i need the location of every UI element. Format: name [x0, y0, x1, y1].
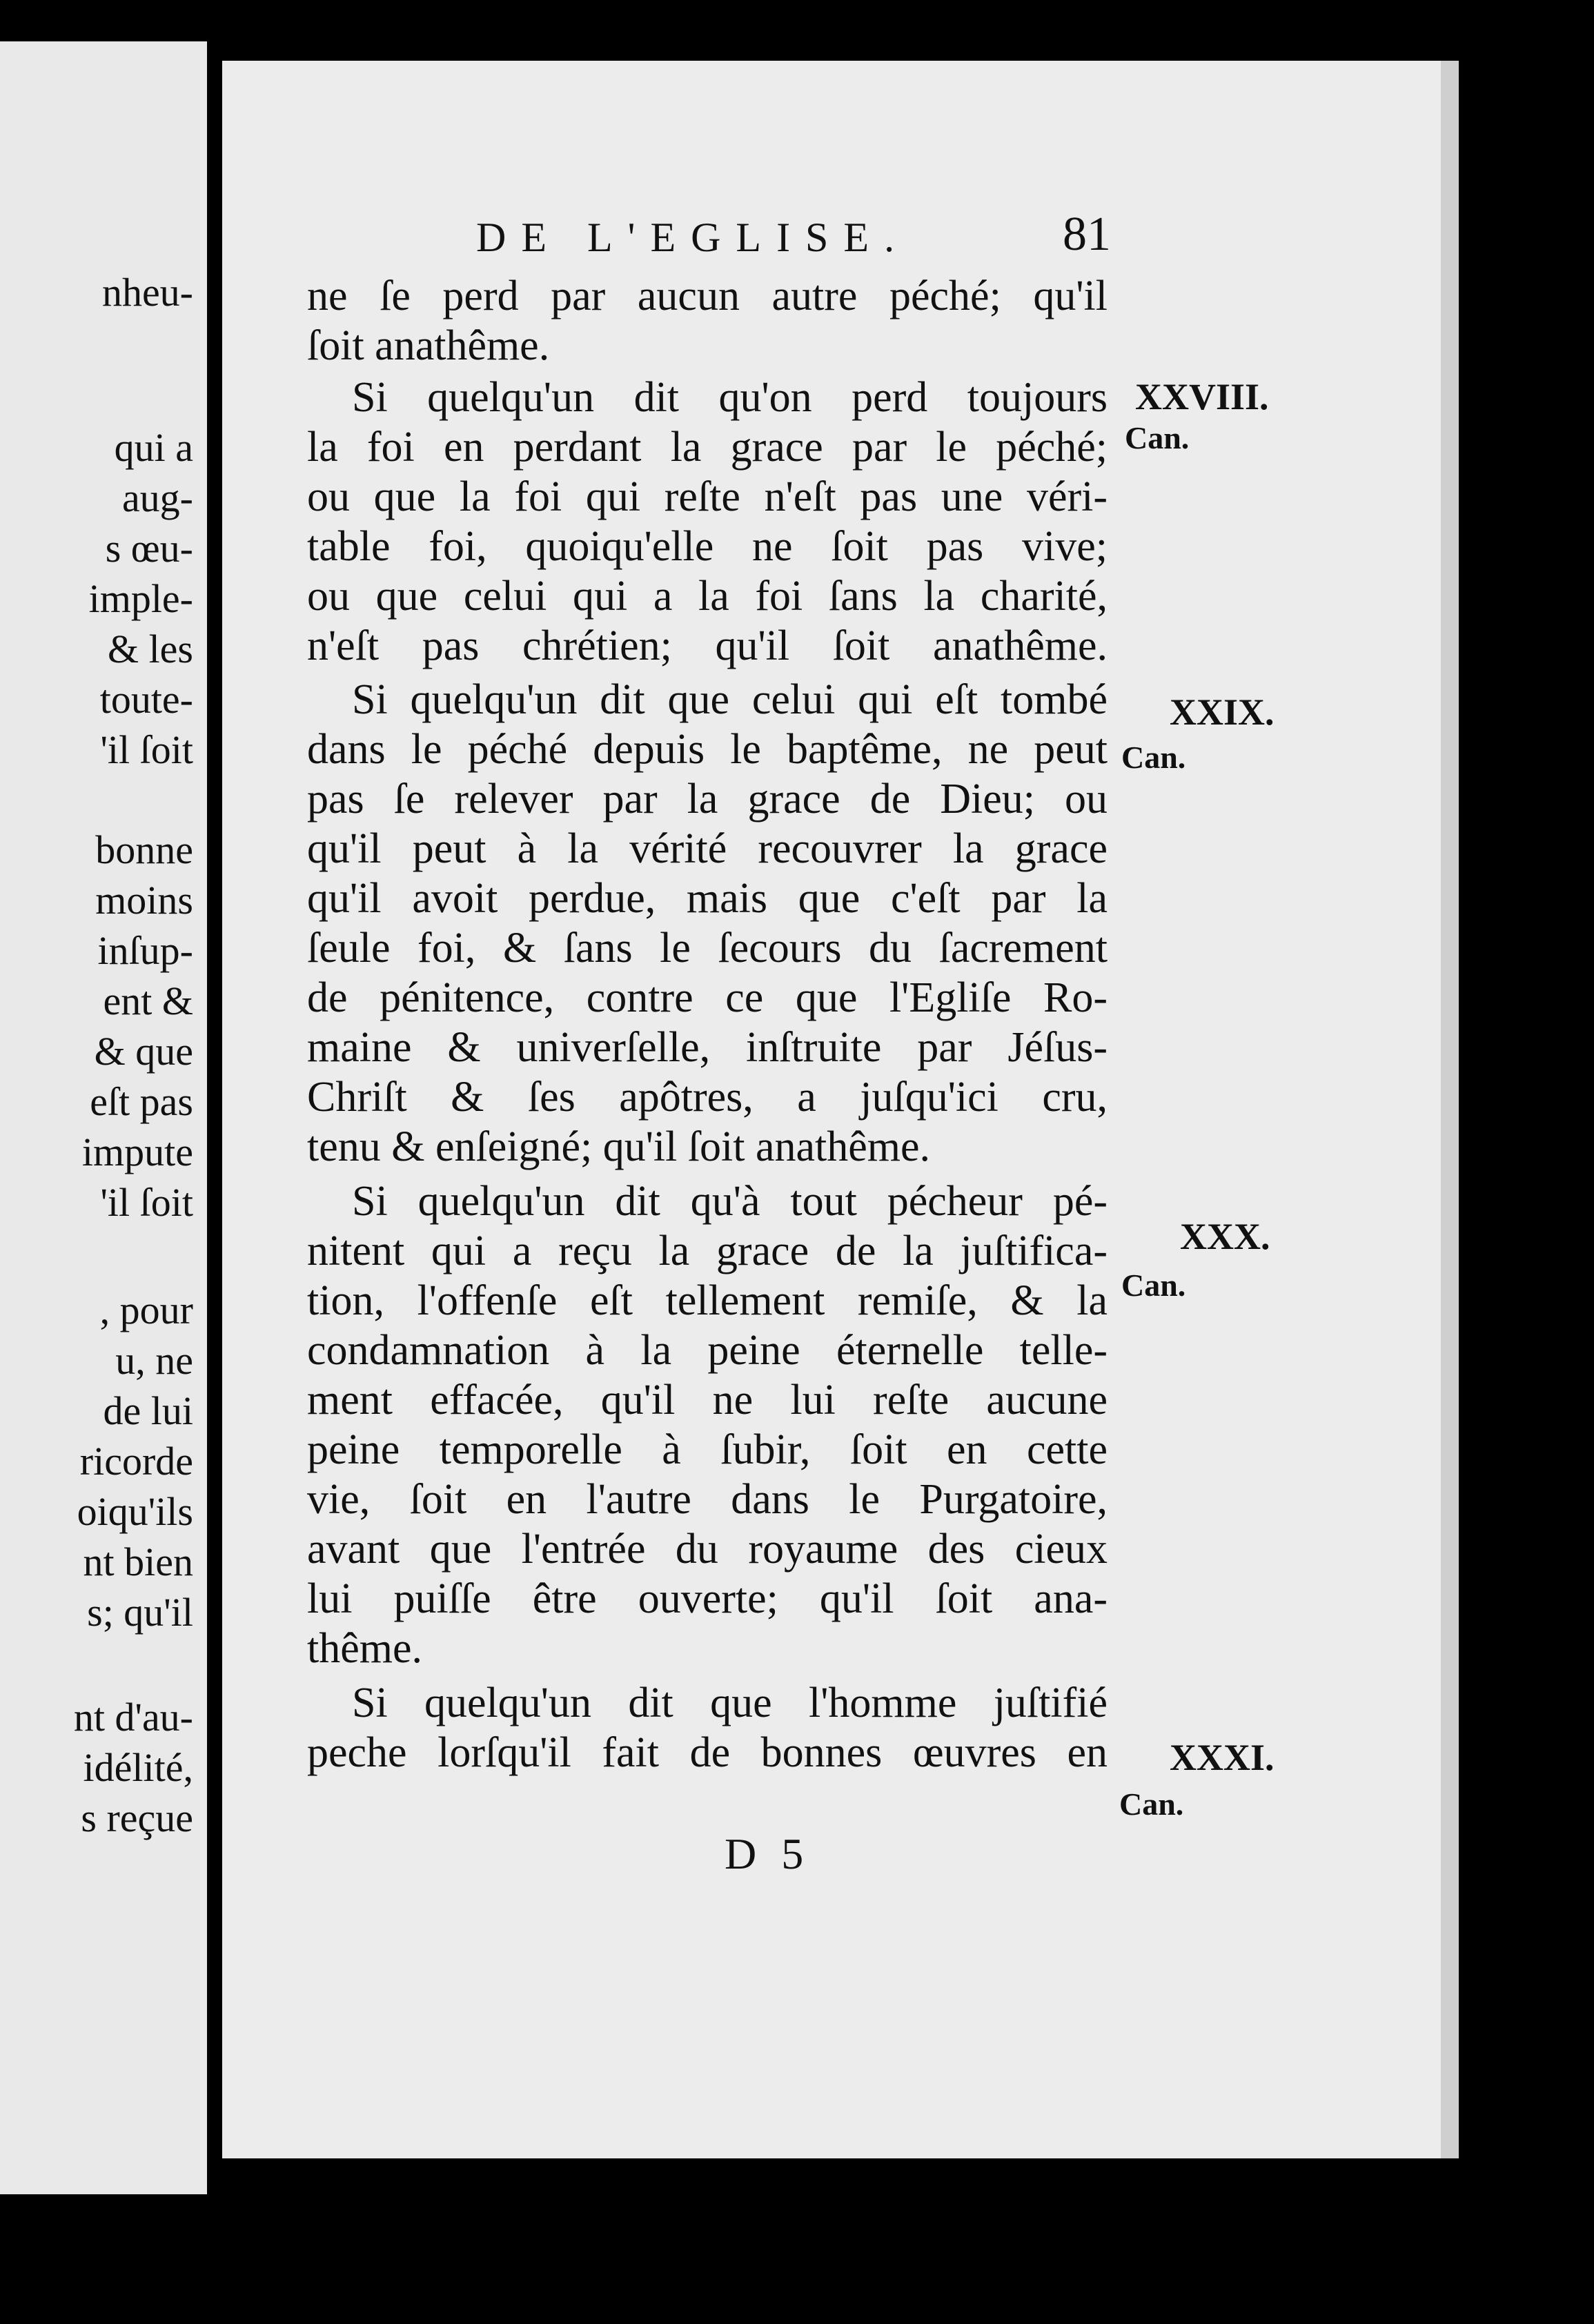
text-line: nitent qui a reçu la grace de la juſtifica-	[307, 1228, 1108, 1274]
text-line: maine & univerſelle, inſtruite par Jéſus-	[307, 1024, 1108, 1071]
left-line: inſup-	[97, 928, 193, 973]
page-edge	[1441, 61, 1459, 2158]
text-line: table foi, quoiqu'elle ne ſoit pas vive;	[307, 523, 1108, 570]
text-line: vie, ſoit en l'autre dans le Purgatoire,	[307, 1476, 1108, 1523]
text-line: qu'il peut à la vérité recouvrer la grace	[307, 825, 1108, 872]
text-line: de pénitence, contre ce que l'Egliſe Ro-	[307, 974, 1108, 1021]
text-line: n'eſt pas chrétien; qu'il ſoit anathême.	[307, 622, 1108, 669]
left-line: u, ne	[115, 1338, 193, 1383]
left-line: s œu-	[105, 526, 193, 571]
text-line: Si quelqu'un dit qu'à tout pécheur pé-	[352, 1178, 1108, 1225]
left-line: s; qu'il	[87, 1590, 193, 1635]
left-line: idélité,	[83, 1745, 193, 1790]
canon-number: XXVIII.	[1135, 376, 1269, 417]
left-line: eſt pas	[90, 1079, 193, 1124]
left-line: , pour	[99, 1288, 193, 1332]
text-line: Chriſt & ſes apôtres, a juſqu'ici cru,	[307, 1074, 1108, 1121]
left-line: & les	[107, 627, 193, 671]
text-line: peche lorſqu'il fait de bonnes œuvres en	[307, 1729, 1108, 1776]
text-line: tion, l'offenſe eſt tellement remiſe, & la	[307, 1277, 1108, 1324]
left-line: & que	[94, 1029, 193, 1074]
running-title: DE L'EGLISE.	[476, 215, 910, 260]
canon-number: XXIX.	[1170, 691, 1275, 733]
text-line: Si quelqu'un dit que l'homme juſtifié	[352, 1680, 1108, 1726]
left-line: impute	[81, 1130, 193, 1174]
left-line: qui a	[114, 425, 193, 470]
canon-label: Can.	[1119, 1786, 1184, 1822]
left-facing-page	[0, 41, 207, 2194]
text-line: ment effacée, qu'il ne lui reſte aucune	[307, 1377, 1108, 1424]
left-line: nt bien	[83, 1539, 193, 1584]
left-line: nt d'au-	[73, 1695, 193, 1740]
left-line: oiqu'ils	[77, 1489, 193, 1534]
left-line: ricorde	[79, 1439, 193, 1484]
text-line: ſeule foi, & ſans le ſecours du ſacrement	[307, 925, 1108, 972]
canon-label: Can.	[1121, 1268, 1186, 1303]
left-line: moins	[95, 878, 193, 923]
signature-mark: D 5	[725, 1829, 811, 1878]
text-line: avant que l'entrée du royaume des cieux	[307, 1526, 1108, 1573]
text-line: peine temporelle à ſubir, ſoit en cette	[307, 1426, 1108, 1473]
text-line: thême.	[307, 1625, 422, 1672]
left-line: de lui	[103, 1388, 193, 1433]
running-head	[476, 207, 1139, 269]
text-line: la foi en perdant la grace par le péché;	[307, 424, 1108, 471]
left-line: ent &	[103, 978, 193, 1023]
text-line: ou que celui qui a la foi ſans la charité,	[307, 573, 1108, 620]
text-line: ne ſe perd par aucun autre péché; qu'il	[307, 273, 1108, 319]
canon-label: Can.	[1125, 420, 1190, 455]
text-line: ſoit anathême.	[307, 322, 550, 369]
text-line: Si quelqu'un dit qu'on perd toujours	[352, 374, 1108, 421]
text-line: dans le péché depuis le baptême, ne peut	[307, 726, 1108, 773]
canon-number: XXXI.	[1170, 1737, 1275, 1778]
text-line: Si quelqu'un dit que celui qui eſt tombé	[352, 676, 1108, 723]
text-line: ou que la foi qui reſte n'eſt pas une véri-	[307, 473, 1108, 520]
left-line: 'il ſoit	[100, 1180, 193, 1225]
text-line: qu'il avoit perdue, mais que c'eſt par la	[307, 875, 1108, 922]
left-line: imple-	[88, 576, 193, 621]
left-line: toute-	[99, 677, 193, 722]
canon-label: Can.	[1121, 740, 1186, 775]
left-line: nheu-	[101, 270, 193, 315]
text-line: lui puiſſe être ouverte; qu'il ſoit ana-	[307, 1575, 1108, 1622]
left-line: bonne	[95, 827, 193, 872]
left-line: 'il ſoit	[100, 727, 193, 772]
text-line: condamnation à la peine éternelle telle-	[307, 1327, 1108, 1374]
canon-number: XXX.	[1180, 1216, 1270, 1257]
text-line: tenu & enſeigné; qu'il ſoit anathême.	[307, 1123, 931, 1170]
left-line: s reçue	[81, 1795, 193, 1840]
left-line: aug-	[121, 475, 193, 520]
page-number: 81	[1063, 208, 1111, 261]
text-line: pas ſe relever par la grace de Dieu; ou	[307, 776, 1108, 823]
